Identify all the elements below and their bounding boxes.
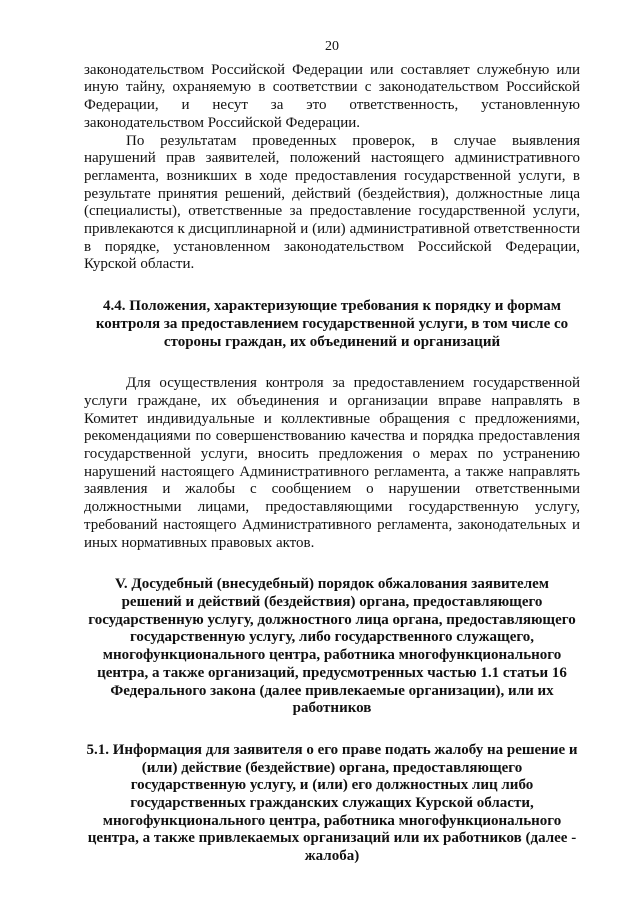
paragraph-continuation: законодательством Российской Федерации или составляет служебную или иную тайну, охраняемую в соответствии с законодательством Российской Федерации, и несут за это ответственность, установленную законодательством Российской Федерации. — [84, 61, 580, 131]
section-4-4-body: Для осуществления контроля за предоставлением государственной услуги граждане, их объединения и организации вправе направлять в Комитет индивидуальные и коллективные обращения с предложениями, рекомендациями по совершенствованию качества и порядка предоставления государственной услуги, вносить предложения о мерах по устранению нарушений настоящего Административного регламента, а также направлять заявления и жалобы с сообщением о нарушении ответственными должностными лицами, предоставляющими государственную услугу, требований настоящего Административного регламента, законодательных и иных нормативных правовых актов. — [84, 375, 580, 551]
section-5-heading: V. Досудебный (внесудебный) порядок обжалования заявителем решений и действий (бездействия) органа, предоставляющего государственную услугу, должностного лица органа, предоставляющего государственную услугу, либо государственного служащего, многофункционального центра, работника многофункционального центра, а также организаций, предусмотренных частью 1.1 статьи 16 Федерального закона (далее привлекаемые организации), или их работников — [88, 576, 576, 717]
paragraph-inspection-results: По результатам проведенных проверок, в случае выявления нарушений прав заявителей, положений настоящего административного регламента, возникших в ходе предоставления государственной услуги, в результате принятия решений, действий (бездействия), должностные лица (специалисты), ответственные за предоставление государственной услуги, привлекаются к дисциплинарной и (или) административной ответственности в порядке, установленном законодательством Российской Федерации, Курской области. — [84, 132, 580, 273]
section-4-4-heading: 4.4. Положения, характеризующие требования к порядку и формам контроля за предоставлением государственной услуги, в том числе со стороны граждан, их объединений и организаций — [95, 298, 569, 350]
section-5-1-heading: 5.1. Информация для заявителя о его праве подать жалобу на решение и (или) действие (бездействие) органа, предоставляющего государственную услугу, и (или) его должностных лиц либо государственных гражданских служащих Курской области, многофункционального центра, работника многофункционального центра, а также привлекаемых организаций или их работников (далее - жалоба) — [86, 741, 578, 865]
page-number: 20 — [325, 39, 339, 54]
